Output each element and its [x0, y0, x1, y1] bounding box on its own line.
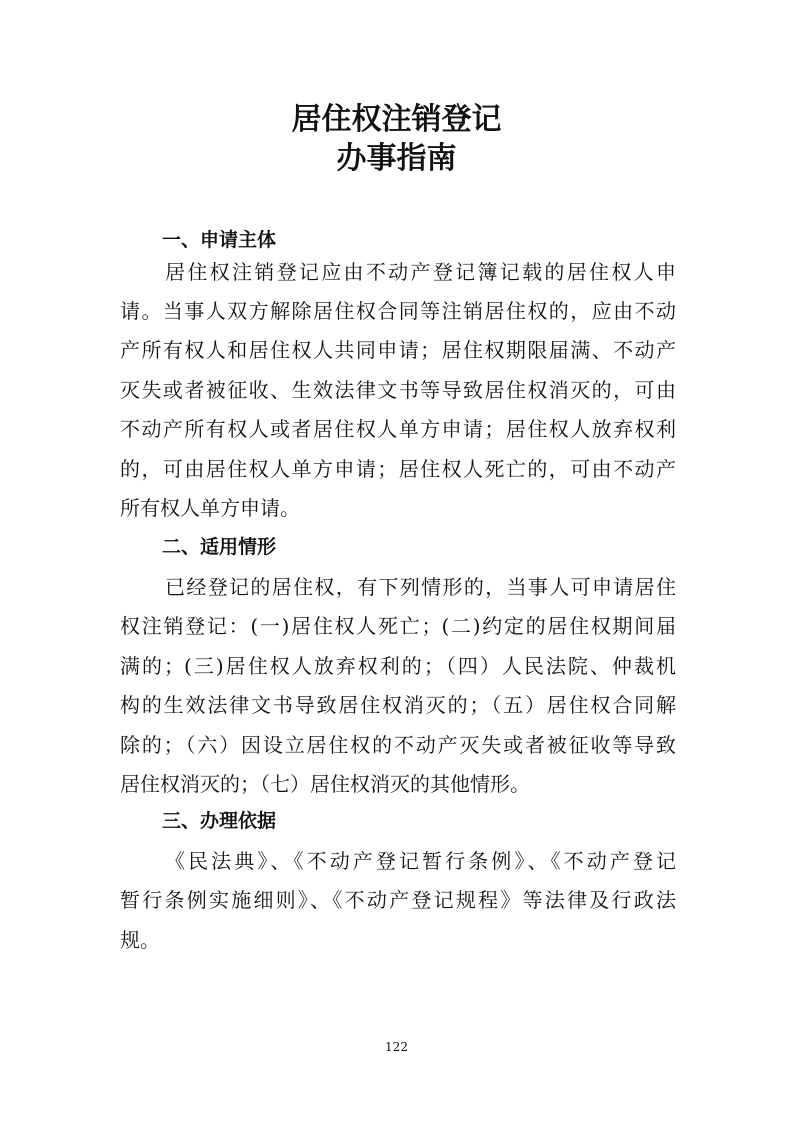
- paragraph-line: 请。当事人双方解除居住权合同等注销居住权的，应由不动: [120, 299, 676, 323]
- paragraph-line: 《民法典》、《不动产登记暂行条例》、《不动产登记: [165, 849, 676, 873]
- paragraph-line: 居住权消灭的；（七）居住权消灭的其他情形。: [120, 772, 530, 796]
- paragraph-line: 规。: [120, 928, 160, 952]
- document-subtitle: 办事指南: [336, 141, 457, 176]
- paragraph-line: 产所有权人和居住权人共同申请；居住权期限届满、不动产: [120, 338, 676, 362]
- paragraph-line: 的，可由居住权人单方申请；居住权人死亡的，可由不动产: [120, 457, 676, 481]
- paragraph-line: 居住权注销登记应由不动产登记簿记载的居住权人申: [165, 260, 676, 284]
- paragraph-line: 除的；（六）因设立居住权的不动产灭失或者被征收等导致: [120, 733, 676, 757]
- page-number: 122: [385, 1040, 408, 1054]
- paragraph-line: 构的生效法律文书导致居住权消灭的；（五）居住权合同解: [120, 693, 676, 717]
- paragraph-line: 暂行条例实施细则》、《不动产登记规程》等法律及行政法: [120, 888, 676, 912]
- paragraph-line: 不动产所有权人或者居住权人单方申请；居住权人放弃权利: [120, 417, 676, 441]
- section-heading-applicant: 一、申请主体: [162, 229, 277, 251]
- paragraph-line: 所有权人单方申请。: [120, 496, 300, 520]
- paragraph-line: 满的；(三)居住权人放弃权利的；（四）人民法院、仲裁机: [120, 654, 676, 678]
- section-heading-situations: 二、适用情形: [162, 536, 277, 558]
- section-heading-legal-basis: 三、办理依据: [162, 810, 277, 832]
- paragraph-line: 权注销登记：(一)居住权人死亡；(二)约定的居住权期间届: [120, 614, 676, 638]
- paragraph-line: 灭失或者被征收、生效法律文书等导致居住权消灭的，可由: [120, 378, 676, 402]
- paragraph-line: 已经登记的居住权，有下列情形的，当事人可申请居住: [165, 575, 676, 599]
- document-title: 居住权注销登记: [291, 102, 502, 137]
